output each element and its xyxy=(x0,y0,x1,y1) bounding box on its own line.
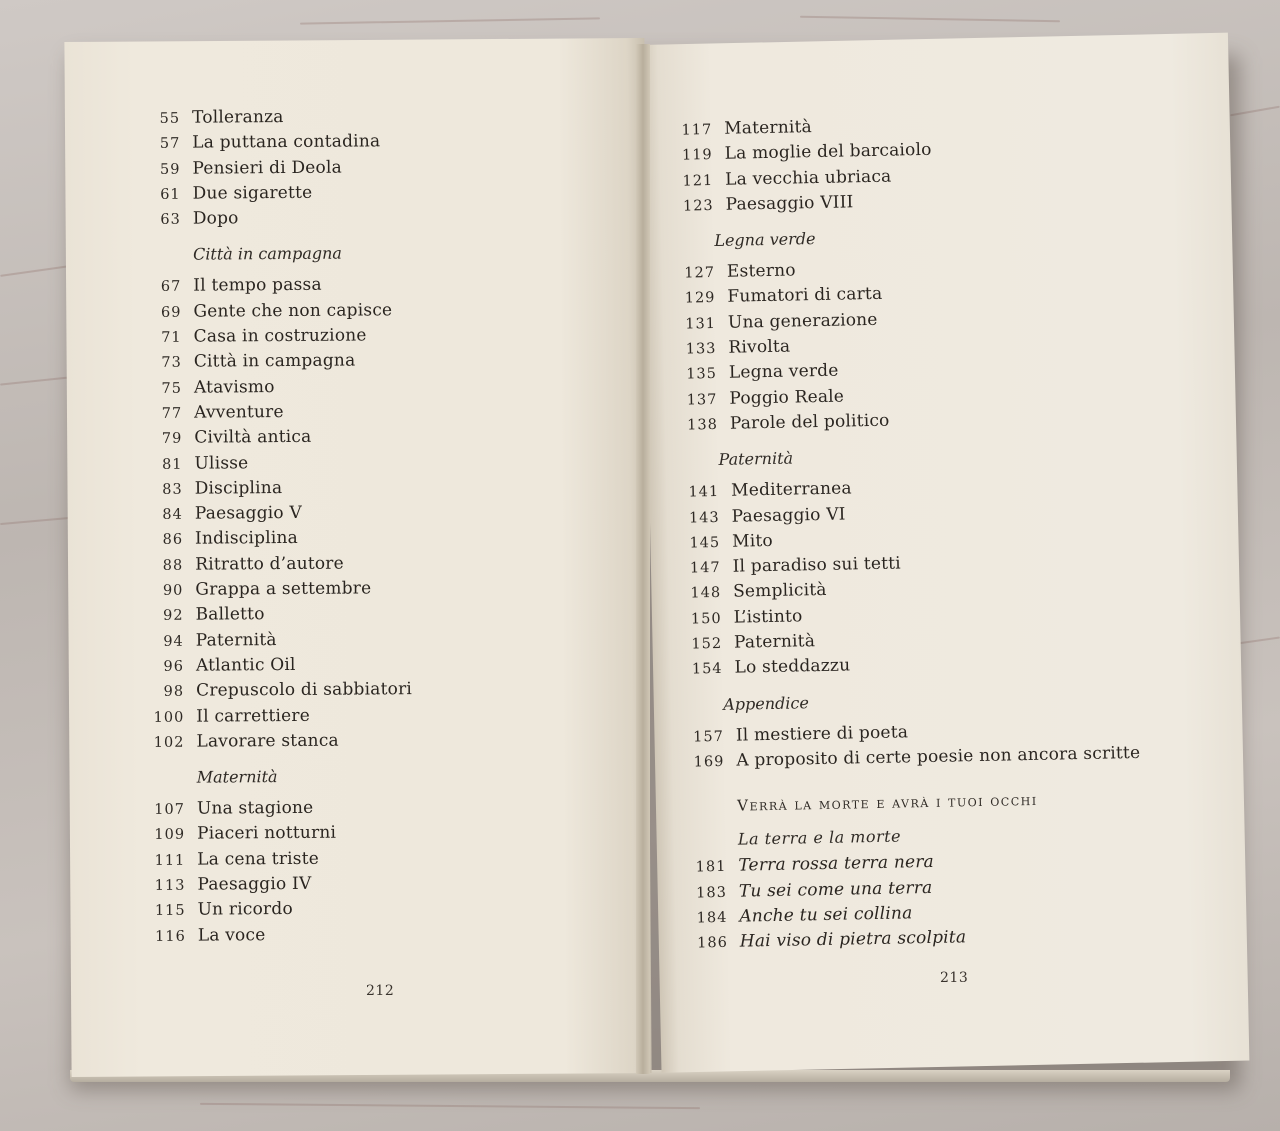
table-grain xyxy=(0,376,70,385)
entry-page-number: 98 xyxy=(163,683,185,701)
entry-page-number: 90 xyxy=(162,582,184,599)
entry-page-number: 127 xyxy=(684,265,716,282)
entry-page-number: 77 xyxy=(161,405,183,422)
entry-page-number: 102 xyxy=(153,734,185,751)
entry-page-number: 96 xyxy=(163,658,184,675)
section-heading: Paternità xyxy=(718,448,794,470)
entry-page-number: 100 xyxy=(153,709,185,726)
entry-title: Paesaggio VI xyxy=(731,504,846,527)
toc-entry xyxy=(143,525,563,553)
entry-title: Anche tu sei collina xyxy=(739,903,913,927)
entry-page-number: 111 xyxy=(154,852,186,869)
toc-entry xyxy=(146,895,566,923)
entry-page-number: 81 xyxy=(161,456,183,473)
entry-page-number: 57 xyxy=(159,136,181,153)
entry-title: Piaceri notturni xyxy=(197,823,337,845)
toc-entry xyxy=(144,676,564,704)
entry-title: La puttana contadina xyxy=(192,131,381,153)
entry-title: Paternità xyxy=(195,629,277,651)
entry-title: Il carrettiere xyxy=(196,705,311,727)
entry-title: Maternità xyxy=(724,117,813,139)
toc-entry xyxy=(140,128,560,156)
entry-page-number: 141 xyxy=(688,484,720,501)
toc-entry xyxy=(143,550,563,578)
entry-title: Paesaggio V xyxy=(194,503,302,524)
entry-page-number: 143 xyxy=(688,509,720,527)
toc-entry xyxy=(146,921,566,949)
entry-page-number: 186 xyxy=(697,934,729,952)
toc-entry xyxy=(142,322,562,350)
toc-entry xyxy=(142,373,562,401)
entry-page-number: 145 xyxy=(689,534,721,552)
entry-title: Tu sei come una terra xyxy=(738,877,933,902)
entry-title: Due sigarette xyxy=(192,182,313,204)
entry-title: Poggio Reale xyxy=(729,386,845,409)
entry-page-number: 117 xyxy=(681,122,713,139)
entry-title: Paternità xyxy=(733,631,816,653)
entry-title: Ritratto d’autore xyxy=(195,553,344,575)
entry-title: Un ricordo xyxy=(197,899,293,920)
right-page-contents xyxy=(660,108,1196,956)
toc-entry xyxy=(143,474,563,502)
entry-title: Atlantic Oil xyxy=(195,654,296,676)
toc-entry xyxy=(145,845,565,873)
entry-title: Semplicità xyxy=(732,580,827,603)
entry-page-number: 59 xyxy=(159,161,181,178)
entry-page-number: 150 xyxy=(690,610,722,628)
entry-page-number: 109 xyxy=(154,827,186,844)
entry-title: Fumatori di carta xyxy=(727,284,883,308)
entry-title: Il mestiere di poeta xyxy=(735,721,909,746)
entry-page-number: 121 xyxy=(682,172,714,190)
entry-title: Lavorare stanca xyxy=(196,730,339,752)
collection-title: Verrà la morte e avrà i tuoi occhi xyxy=(737,791,1038,815)
entry-page-number: 152 xyxy=(691,635,723,653)
right-page-number: 213 xyxy=(940,970,969,986)
table-grain xyxy=(0,517,70,525)
section-heading: Città in campagna xyxy=(192,244,342,265)
entry-title: Gente che non capisce xyxy=(193,300,393,322)
entry-title: Grappa a settembre xyxy=(195,578,372,600)
entry-title: Parole del politico xyxy=(729,410,890,434)
entry-title: Terra rossa terra nera xyxy=(738,852,935,876)
toc-entry xyxy=(143,600,563,628)
toc-entry xyxy=(145,819,565,847)
section-heading: Maternità xyxy=(196,767,278,787)
entry-page-number: 92 xyxy=(163,608,184,625)
entry-title: Paesaggio VIII xyxy=(725,192,854,215)
entry-title: Una generazione xyxy=(727,309,878,333)
entry-page-number: 129 xyxy=(684,290,716,308)
entry-title: Rivolta xyxy=(728,336,791,358)
entry-page-number: 83 xyxy=(162,481,183,498)
entry-page-number: 88 xyxy=(162,557,184,574)
entry-page-number: 61 xyxy=(160,186,181,203)
entry-title: Città in campagna xyxy=(193,350,356,373)
entry-title: Avventure xyxy=(194,401,284,423)
entry-page-number: 169 xyxy=(693,753,725,771)
table-grain xyxy=(300,17,600,24)
entry-page-number: 113 xyxy=(154,877,186,894)
entry-title: Paesaggio IV xyxy=(197,873,312,895)
entry-title: Una stagione xyxy=(196,797,314,819)
section-heading: Legna verde xyxy=(714,229,816,251)
table-grain xyxy=(200,1103,700,1109)
entry-title: Legna verde xyxy=(728,360,839,384)
entry-title: Casa in costruzione xyxy=(193,325,367,347)
entry-page-number: 55 xyxy=(159,110,181,127)
entry-page-number: 116 xyxy=(155,928,186,945)
entry-page-number: 131 xyxy=(685,315,717,333)
toc-entry xyxy=(142,347,562,375)
entry-title: Ulisse xyxy=(194,452,249,474)
entry-title: La cena triste xyxy=(197,848,320,870)
toc-entry xyxy=(145,794,565,822)
collection-entries xyxy=(674,845,1196,956)
entry-page-number: 84 xyxy=(162,506,183,524)
entry-title: La vecchia ubriaca xyxy=(724,166,892,190)
section-heading: Appendice xyxy=(723,692,810,714)
entry-page-number: 148 xyxy=(690,585,722,602)
left-page-number: 212 xyxy=(366,983,395,999)
toc-entry xyxy=(143,499,563,527)
entry-title: Lo steddazzu xyxy=(734,655,851,679)
toc-entry xyxy=(145,870,565,898)
entry-title: Il tempo passa xyxy=(193,275,322,297)
entry-page-number: 79 xyxy=(161,430,183,448)
entry-page-number: 107 xyxy=(154,801,185,819)
entry-title: La moglie del barcaiolo xyxy=(724,140,932,165)
entry-page-number: 183 xyxy=(696,884,728,901)
entry-page-number: 123 xyxy=(682,197,714,215)
table-grain xyxy=(800,16,1060,23)
entry-page-number: 137 xyxy=(686,391,718,409)
entry-page-number: 154 xyxy=(691,661,723,678)
toc-entry xyxy=(143,575,563,603)
entry-page-number: 71 xyxy=(161,329,182,346)
entry-title: Hai viso di pietra scolpita xyxy=(739,927,967,952)
entry-page-number: 69 xyxy=(160,304,182,321)
entry-page-number: 94 xyxy=(163,633,184,650)
entry-title: Mito xyxy=(731,530,774,552)
entry-page-number: 86 xyxy=(162,532,184,549)
entry-title: Dopo xyxy=(192,208,239,229)
entry-title: Pensieri di Deola xyxy=(192,157,343,179)
toc-entry xyxy=(144,651,564,679)
entry-page-number: 73 xyxy=(161,355,182,372)
entry-title: Atavismo xyxy=(193,376,275,398)
entry-page-number: 67 xyxy=(160,279,182,296)
entry-page-number: 75 xyxy=(161,380,183,397)
entry-page-number: 115 xyxy=(154,903,186,920)
entry-title: Esterno xyxy=(726,260,796,282)
entry-title: A proposito di certe poesie non ancora scritte xyxy=(736,742,1141,771)
entry-title: Il paradiso sui tetti xyxy=(732,553,902,577)
toc-entry xyxy=(141,297,561,325)
toc-entry xyxy=(142,423,562,451)
toc-entry xyxy=(141,179,561,207)
toc-entry xyxy=(140,154,560,182)
entry-title: La voce xyxy=(197,924,266,946)
book-gutter xyxy=(636,44,650,1074)
entry-title: Disciplina xyxy=(194,477,283,499)
toc-entry xyxy=(144,702,564,730)
toc-entry xyxy=(141,204,561,232)
entry-title: Mediterranea xyxy=(730,478,852,501)
entry-title: Crepuscolo di sabbiatori xyxy=(196,679,413,701)
entry-page-number: 181 xyxy=(695,859,727,876)
toc-entry xyxy=(140,103,560,131)
collection-subheading: La terra e la morte xyxy=(737,826,902,849)
entry-page-number: 135 xyxy=(686,366,718,383)
entry-page-number: 138 xyxy=(687,416,719,434)
entry-page-number: 184 xyxy=(696,909,728,927)
entry-page-number: 63 xyxy=(160,211,181,229)
toc-entry xyxy=(142,449,562,477)
entry-title: Tolleranza xyxy=(192,106,284,128)
entry-page-number: 147 xyxy=(689,560,721,577)
entry-page-number: 119 xyxy=(681,147,713,164)
toc-entry xyxy=(141,272,561,300)
table-grain xyxy=(0,265,70,277)
entry-title: Civiltà antica xyxy=(194,427,312,448)
entry-title: Indisciplina xyxy=(194,528,298,550)
toc-entry xyxy=(144,626,564,654)
entry-title: Balletto xyxy=(195,604,265,625)
left-page-contents xyxy=(140,103,566,949)
toc-entry xyxy=(144,727,564,755)
entry-title: L’istinto xyxy=(733,606,803,628)
entry-page-number: 133 xyxy=(685,341,717,358)
entry-page-number: 157 xyxy=(693,728,725,746)
toc-entry xyxy=(142,398,562,426)
